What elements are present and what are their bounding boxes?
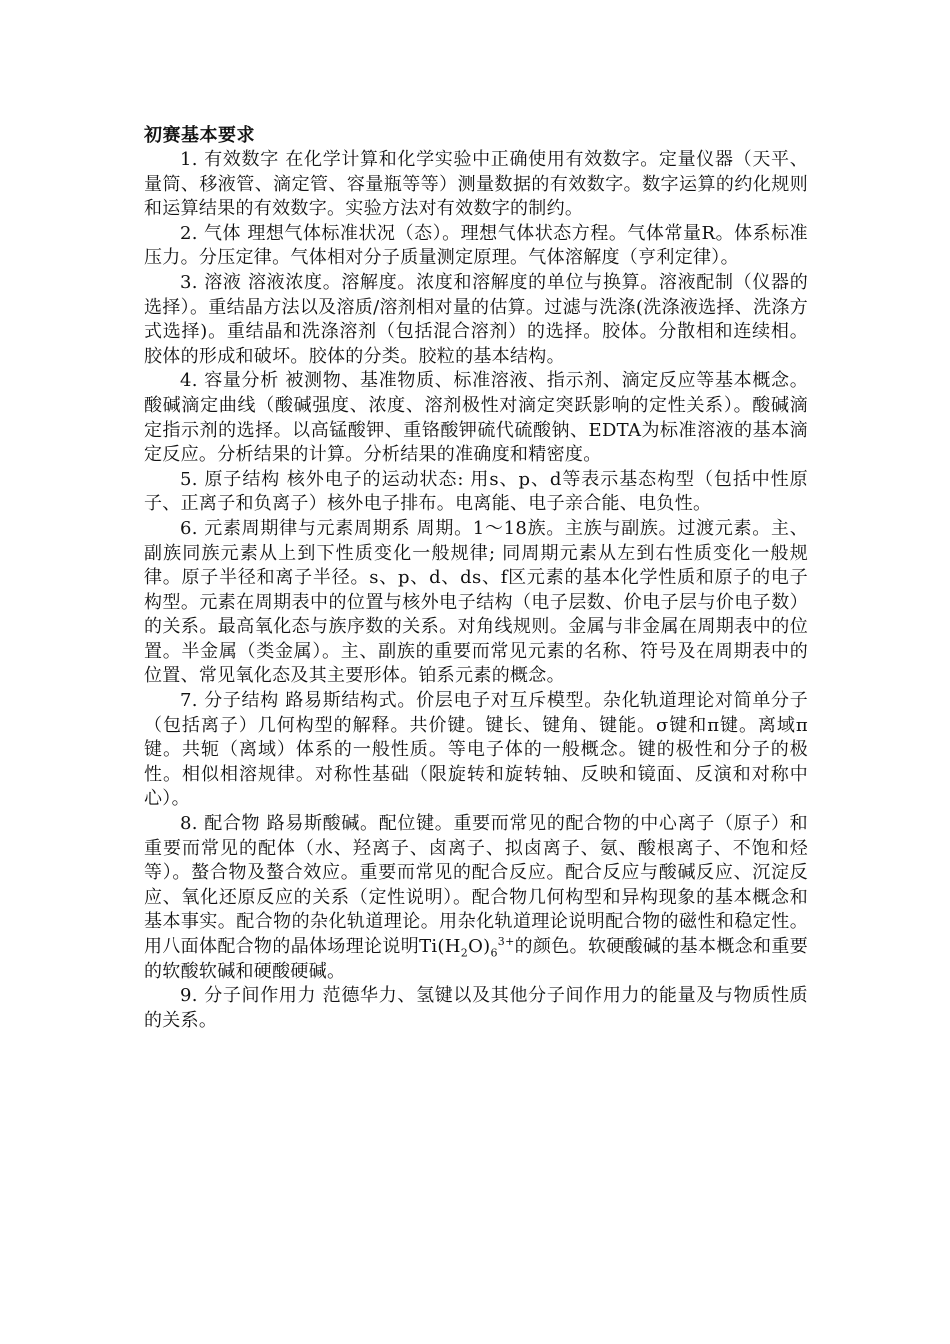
section-heading: 分子间作用力	[204, 985, 317, 1007]
section-heading: 溶液	[204, 271, 242, 293]
section-heading: 气体	[204, 222, 242, 244]
section-text: 路易斯酸碱。配位键。重要而常见的配合物的中心离子（原子）和重要而常见的配体（水、羟离子、卤离子、拟卤离子、氨、酸根离子、不饱和烃等）。螯合物及螯合效应。重要而常见的配合反应。配合反应与酸碱反应、沉淀反应、氧化还原反应的关系（定性说明）。配合物几何构型和异构现象的基本概念和基本事实。配合物的杂化轨道理论。用杂化轨道理论说明配合物的磁性和稳定性。用八面体配合物的晶体场理论说明	[144, 813, 808, 957]
section-7	[144, 689, 808, 812]
section-number: 7.	[180, 690, 198, 712]
section-text: 被测物、基准物质、标准溶液、指示剂、滴定反应等基本概念。酸碱滴定曲线（酸碱强度、浓度、溶剂极性对滴定突跃影响的定性关系）。酸碱滴定指示剂的选择。以高锰酸钾、重铬酸钾硫代硫酸钠、EDTA为标准溶液的基本滴定反应。分析结果的计算。分析结果的准确度和精密度。	[144, 370, 808, 466]
section-heading: 原子结构	[204, 468, 281, 490]
section-text-continued: 的颜色。软硬酸碱的基本概念和重要的软酸软碱和硬酸硬碱。	[144, 936, 808, 982]
document-title: 初赛基本要求	[144, 125, 255, 146]
document-page	[144, 124, 808, 1033]
section-5	[144, 468, 808, 517]
section-8	[144, 812, 808, 984]
section-number: 1.	[180, 149, 198, 170]
section-number: 2.	[180, 222, 198, 244]
section-text: 路易斯结构式。价层电子对互斥模型。杂化轨道理论对简单分子（包括离子）几何构型的解释。共价键。键长、键角、键能。σ键和π键。离域π键。共轭（离域）体系的一般性质。等电子体的一般概念。键的极性和分子的极性。相似相溶规律。对称性基础（限旋转和旋转轴、反映和镜面、反演和对称中心）。	[144, 690, 808, 810]
section-heading: 配合物	[204, 813, 261, 835]
section-number: 5.	[180, 468, 198, 490]
section-1	[144, 148, 808, 222]
section-number: 3.	[180, 271, 198, 293]
section-heading: 分子结构	[204, 690, 279, 712]
section-text: 周期。1～18族。主族与副族。过渡元素。主、副族同族元素从上到下性质变化一般规律; 同周期元素从左到右性质变化一般规律。原子半径和离子半径。s、p、d、ds、f区元素的基本化学性质和原子的电子构型。元素在周期表中的位置与核外电子结构（电子层数、价电子层与价电子数）的关系。最高氧化态与族序数的关系。对角线规则。金属与非金属在周期表中的位置。半金属（类金属）。主、副族的重要而常见元素的名称、符号及在周期表中的位置、常见氧化态及其主要形体。铂系元素的概念。	[144, 517, 808, 687]
section-text: 核外电子的运动状态: 用s、p、d等表示基态构型（包括中性原子、正离子和负离子）核外电子排布。电离能、电子亲合能、电负性。	[144, 468, 808, 515]
section-number: 6.	[180, 517, 198, 539]
section-text: 在化学计算和化学实验中正确使用有效数字。定量仪器（天平、量筒、移液管、滴定管、容量瓶等等）测量数据的有效数字。数字运算的约化规则和运算结果的有效数字。实验方法对有效数字的制约。	[144, 149, 808, 220]
section-4	[144, 369, 808, 467]
section-3	[144, 271, 808, 369]
section-text: 范德华力、氢键以及其他分子间作用力的能量及与物质性质的关系。	[144, 985, 808, 1031]
section-heading: 容量分析	[204, 370, 279, 392]
section-heading: 元素周期律与元素周期系	[204, 517, 411, 539]
section-heading: 有效数字	[204, 149, 279, 170]
section-9	[144, 984, 808, 1033]
section-text: 溶液浓度。溶解度。浓度和溶解度的单位与换算。溶液配制（仪器的选择）。重结晶方法以及溶质/溶剂相对量的估算。过滤与洗涤(洗涤液选择、洗涤方式选择)。重结晶和洗涤溶剂（包括混合溶剂）的选择。胶体。分散相和连续相。胶体的形成和破坏。胶体的分类。胶粒的基本结构。	[144, 271, 808, 367]
section-2	[144, 222, 808, 271]
section-6	[144, 517, 808, 689]
chemical-formula: $Ti(H_2O)_6^{3+}$	[419, 935, 515, 960]
section-number: 8.	[180, 813, 198, 835]
section-number: 4.	[180, 370, 198, 392]
section-text: 理想气体标准状况（态）。理想气体状态方程。气体常量R。体系标准压力。分压定律。气体相对分子质量测定原理。气体溶解度（亨利定律）。	[144, 222, 808, 269]
section-number: 9.	[180, 985, 198, 1007]
